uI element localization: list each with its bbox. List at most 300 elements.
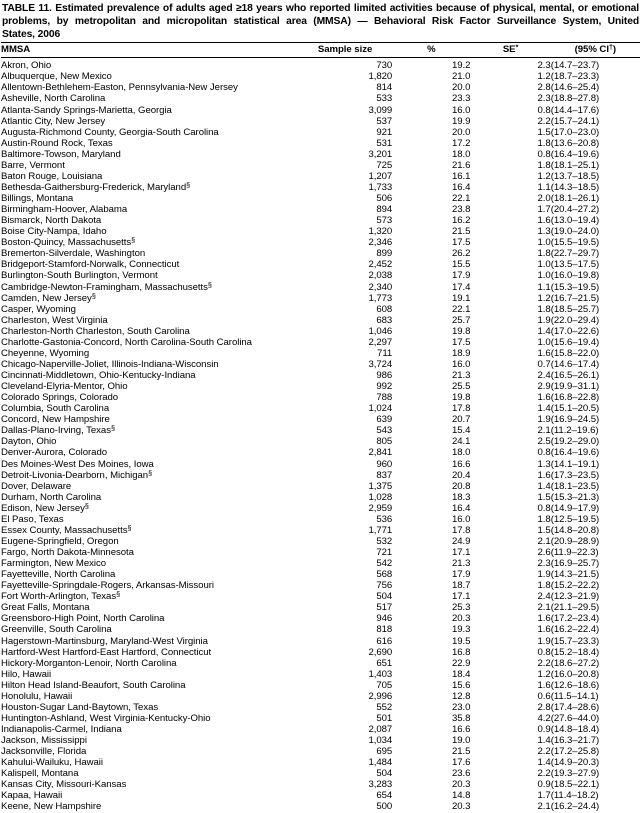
- cell-mmsa: [1, 680, 298, 691]
- cell-se: 1.9: [537, 414, 551, 426]
- table-row: [1, 403, 640, 414]
- cell-ci: (17.2–25.8): [550, 746, 600, 758]
- cell-mmsa: [1, 647, 298, 658]
- table-row: [1, 525, 640, 536]
- cell-se: 2.2: [537, 657, 551, 669]
- mmsa-label: Dover, Delaware: [1, 480, 72, 492]
- cell-sample-size: 3,724: [368, 358, 393, 370]
- table-row: [1, 71, 640, 82]
- cell-mmsa: [1, 470, 298, 481]
- ci-footnote-marker: †: [608, 42, 613, 52]
- cell-sample-size: 639: [376, 414, 393, 426]
- cell-ci: (18.5–25.7): [550, 303, 600, 315]
- cell-percent: 19.0: [451, 735, 471, 747]
- cell-se: 2.2: [537, 115, 551, 127]
- cell-ci: (17.4–28.6): [550, 701, 600, 713]
- cell-se: 2.1: [537, 425, 551, 437]
- mmsa-label: Jacksonville, Florida: [1, 746, 87, 758]
- table-row: [1, 138, 640, 149]
- mmsa-label: Akron, Ohio: [1, 60, 52, 72]
- table-row: [1, 348, 640, 359]
- cell-mmsa: [1, 459, 298, 470]
- footnote-marker: §: [148, 469, 153, 477]
- cell-se: 2.8: [537, 701, 551, 713]
- mmsa-label: Farmington, New Mexico: [1, 558, 106, 570]
- cell-ci: (14.9–20.3): [550, 757, 600, 769]
- cell-percent: 19.9: [451, 115, 471, 127]
- mmsa-label: Hilo, Hawaii: [1, 668, 52, 680]
- table-row: [1, 193, 640, 204]
- cell-ci: (18.6–27.2): [550, 657, 600, 669]
- cell-percent: 21.0: [451, 71, 471, 83]
- table-row: [1, 226, 640, 237]
- cell-se: 2.1: [537, 801, 551, 813]
- cell-mmsa: [1, 204, 298, 215]
- cell-percent: 17.9: [451, 569, 471, 581]
- cell-sample-size: 2,340: [368, 281, 393, 293]
- mmsa-label: Houston-Sugar Land-Baytown, Texas: [1, 701, 159, 713]
- mmsa-label: Bismarck, North Dakota: [1, 215, 102, 227]
- cell-se: 1.1: [537, 181, 551, 193]
- cell-mmsa: [1, 801, 298, 812]
- cell-ci: (11.2–19.6): [550, 425, 599, 437]
- table-row: [1, 105, 640, 116]
- cell-sample-size: 651: [376, 657, 393, 669]
- table-row: [1, 315, 640, 326]
- cell-percent: 18.4: [451, 668, 471, 680]
- footnote-marker: §: [84, 502, 89, 511]
- cell-sample-size: 1,320: [368, 226, 393, 238]
- cell-mmsa: [1, 193, 298, 204]
- mmsa-label: Boston-Quincy, Massachusetts: [1, 237, 132, 249]
- mmsa-label: Boise City-Nampa, Idaho: [1, 226, 107, 238]
- cell-se: 0.8: [537, 148, 551, 160]
- table-row: [1, 735, 640, 746]
- cell-mmsa: [1, 116, 298, 127]
- cell-ci: (16.8–22.8): [550, 392, 600, 404]
- cell-ci: (18.5–22.1): [550, 779, 600, 791]
- cell-se: 1.8: [537, 159, 551, 171]
- footnote-marker: §: [127, 524, 132, 533]
- cell-percent: 17.8: [451, 403, 471, 415]
- cell-ci: (11.5–14.1): [550, 690, 599, 702]
- cell-percent: 18.0: [451, 447, 471, 459]
- cell-se: 1.7: [537, 204, 551, 216]
- cell-mmsa: [1, 602, 298, 613]
- cell-percent: 16.6: [451, 458, 471, 470]
- cell-mmsa: [1, 326, 298, 337]
- cell-se: 2.0: [537, 193, 551, 205]
- cell-se: 1.7: [537, 790, 551, 802]
- cell-percent: 18.0: [451, 148, 471, 160]
- table-row: [1, 237, 640, 248]
- cell-sample-size: 894: [376, 204, 393, 216]
- table-row: [1, 481, 640, 492]
- table-row: [1, 547, 640, 558]
- table-row: [1, 801, 640, 812]
- mmsa-label: Denver-Aurora, Colorado: [1, 447, 108, 459]
- cell-ci: (27.6–44.0): [550, 712, 600, 724]
- cell-sample-size: 992: [376, 381, 393, 393]
- cell-percent: 23.0: [451, 701, 471, 713]
- mmsa-label: Kansas City, Missouri-Kansas: [1, 779, 127, 791]
- cell-mmsa: [1, 182, 298, 193]
- mmsa-label: Cincinnati-Middletown, Ohio-Kentucky-Indiana: [1, 370, 196, 382]
- cell-ci: (12.6–18.6): [550, 679, 600, 691]
- cell-ci: (20.4–27.2): [550, 204, 600, 216]
- cell-mmsa: [1, 790, 298, 801]
- cell-se: 0.8: [537, 646, 551, 658]
- cell-ci: (19.9–31.1): [550, 381, 600, 393]
- table-title-line-1: TABLE 11. Estimated prevalence of adults aged ≥18 years who reported limited activities because of physical, mental, or emotional: [2, 3, 639, 14]
- cell-ci: (12.3–21.9): [550, 591, 600, 603]
- cell-se: 1.4: [537, 735, 551, 747]
- cell-percent: 20.3: [451, 613, 471, 625]
- cell-sample-size: 537: [376, 115, 393, 127]
- cell-ci: (15.2–18.4): [550, 646, 600, 658]
- cell-ci: (15.3–19.5): [550, 281, 600, 293]
- mmsa-label: Bremerton-Silverdale, Washington: [1, 248, 146, 260]
- cell-se: 1.8: [537, 580, 551, 592]
- cell-se: 4.2: [537, 712, 551, 724]
- cell-percent: 24.9: [451, 535, 471, 547]
- cell-percent: 20.7: [451, 414, 471, 426]
- cell-se: 1.4: [537, 325, 551, 337]
- cell-sample-size: 2,346: [368, 237, 393, 249]
- cell-ci: (17.0–23.0): [550, 126, 600, 138]
- table-row: [1, 82, 640, 93]
- cell-mmsa: [1, 215, 298, 226]
- cell-ci: (15.3–21.3): [550, 491, 600, 503]
- cell-ci: (18.1–23.5): [550, 480, 600, 492]
- cell-sample-size: 695: [376, 746, 393, 758]
- table-row: [1, 381, 640, 392]
- cell-percent: 21.3: [451, 558, 471, 570]
- cell-sample-size: 721: [376, 547, 393, 559]
- table-row: [1, 580, 640, 591]
- cell-mmsa: [1, 702, 298, 713]
- mmsa-label: Billings, Montana: [1, 193, 74, 205]
- cell-se: 1.5: [537, 126, 551, 138]
- cell-percent: 19.1: [451, 292, 471, 304]
- mmsa-label: Concord, New Hampshire: [1, 414, 110, 426]
- cell-ci: (14.3–21.5): [550, 569, 600, 581]
- mmsa-label: Asheville, North Carolina: [1, 93, 106, 105]
- cell-ci: (14.6–17.4): [550, 358, 600, 370]
- cell-mmsa: [1, 658, 298, 669]
- cell-mmsa: [1, 248, 298, 259]
- cell-sample-size: 725: [376, 159, 393, 171]
- cell-mmsa: [1, 293, 298, 304]
- cell-ci: (13.6–20.8): [550, 137, 600, 149]
- cell-percent: 20.8: [451, 480, 471, 492]
- cell-mmsa: [1, 348, 298, 359]
- prevalence-table: [1, 43, 640, 57]
- footnote-marker: §: [131, 237, 136, 245]
- cell-percent: 19.3: [451, 624, 471, 636]
- column-header-se: [470, 43, 550, 57]
- cell-se: 1.4: [537, 403, 551, 415]
- cell-sample-size: 2,959: [368, 502, 393, 514]
- table-row: [1, 337, 640, 348]
- cell-mmsa: [1, 370, 298, 381]
- mmsa-label: Indianapolis-Carmel, Indiana: [1, 724, 122, 736]
- cell-mmsa: [1, 503, 298, 514]
- footnote-marker: §: [110, 425, 115, 433]
- cell-sample-size: 2,690: [368, 646, 393, 658]
- cell-se: 2.1: [537, 602, 551, 614]
- mmsa-label: Keene, New Hampshire: [1, 801, 102, 813]
- mmsa-label: Casper, Wyoming: [1, 303, 76, 315]
- cell-ci: (15.1–20.5): [550, 403, 600, 415]
- cell-sample-size: 552: [376, 701, 393, 713]
- table-row: [1, 215, 640, 226]
- mmsa-label: Fargo, North Dakota-Minnesota: [1, 547, 134, 559]
- mmsa-label: Hickory-Morganton-Lenoir, North Carolina: [1, 657, 177, 669]
- table-row: [1, 282, 640, 293]
- cell-se: 1.6: [537, 624, 551, 636]
- cell-se: 0.6: [537, 690, 551, 702]
- cell-se: 1.3: [537, 458, 551, 470]
- cell-percent: 25.5: [451, 381, 471, 393]
- cell-ci: (18.1–25.1): [550, 159, 600, 171]
- cell-ci: (16.0–20.8): [550, 668, 600, 680]
- cell-mmsa: [1, 636, 298, 647]
- cell-mmsa: [1, 624, 298, 635]
- cell-sample-size: 814: [376, 82, 393, 94]
- table-header: [1, 43, 640, 57]
- mmsa-label: Jackson, Mississippi: [1, 735, 87, 747]
- cell-se: 1.2: [537, 170, 551, 182]
- cell-mmsa: [1, 481, 298, 492]
- cell-percent: 17.1: [451, 591, 471, 603]
- cell-se: 1.0: [537, 237, 551, 249]
- cell-percent: 16.4: [451, 181, 471, 193]
- cell-se: 1.0: [537, 336, 551, 348]
- cell-se: 2.5: [537, 436, 551, 448]
- column-header-mmsa: MMSA: [1, 44, 31, 56]
- cell-sample-size: 504: [376, 591, 393, 603]
- mmsa-label: Edison, New Jersey: [1, 502, 85, 514]
- cell-ci: (18.8–27.8): [550, 93, 600, 105]
- cell-ci: (16.7–21.5): [550, 292, 600, 304]
- cell-se: 2.4: [537, 591, 551, 603]
- cell-ci: (13.7–18.5): [550, 170, 600, 182]
- cell-percent: 16.0: [451, 513, 471, 525]
- table-row: [1, 669, 640, 680]
- table-row: [1, 293, 640, 304]
- mmsa-label: Hartford-West Hartford-East Hartford, Connecticut: [1, 646, 212, 658]
- cell-percent: 16.8: [451, 646, 471, 658]
- mmsa-label: Burlington-South Burlington, Vermont: [1, 270, 158, 282]
- cell-sample-size: 3,201: [368, 148, 393, 160]
- cell-mmsa: [1, 359, 298, 370]
- column-header-ci-close: ): [612, 44, 617, 56]
- cell-sample-size: 711: [377, 347, 393, 359]
- table-row: [1, 447, 640, 458]
- cell-percent: 18.9: [451, 347, 471, 359]
- cell-percent: 20.3: [451, 801, 471, 813]
- cell-percent: 18.3: [451, 491, 471, 503]
- table-header-row: [1, 43, 640, 57]
- cell-mmsa: [1, 425, 298, 436]
- table-row: [1, 359, 640, 370]
- mmsa-label: Charlotte-Gastonia-Concord, North Carolina-South Carolina: [1, 336, 252, 348]
- cell-se: 2.9: [537, 381, 551, 393]
- cell-se: 0.9: [537, 724, 551, 736]
- mmsa-label: Cleveland-Elyria-Mentor, Ohio: [1, 381, 128, 393]
- cell-mmsa: [1, 492, 298, 503]
- table-row: [1, 602, 640, 613]
- cell-sample-size: 837: [376, 469, 393, 481]
- cell-percent: 16.2: [451, 215, 471, 227]
- cell-mmsa: [1, 149, 298, 160]
- cell-ci: (16.9–24.5): [550, 414, 600, 426]
- table-row: [1, 58, 640, 71]
- table-page: [0, 2, 641, 813]
- footnote-marker: §: [116, 591, 121, 599]
- column-header-ci: [551, 43, 640, 57]
- cell-mmsa: [1, 669, 298, 680]
- table-row: [1, 259, 640, 270]
- cell-se: 1.8: [537, 248, 551, 260]
- table-row: [1, 536, 640, 547]
- cell-sample-size: 504: [376, 768, 393, 780]
- cell-se: 1.9: [537, 569, 551, 581]
- footnote-marker: §: [186, 181, 191, 190]
- cell-ci: (19.2–29.0): [550, 436, 600, 448]
- mmsa-label: Bethesda-Gaithersburg-Frederick, Maryland: [1, 181, 187, 193]
- cell-percent: 18.7: [451, 580, 471, 592]
- mmsa-label: Columbia, South Carolina: [1, 403, 110, 415]
- cell-percent: 17.2: [451, 137, 471, 149]
- mmsa-label: Fort Worth-Arlington, Texas: [1, 591, 117, 603]
- cell-ci: (17.0–22.6): [550, 325, 600, 337]
- cell-mmsa: [1, 337, 298, 348]
- cell-mmsa: [1, 82, 298, 93]
- cell-se: 1.6: [537, 215, 551, 227]
- table-row: [1, 436, 640, 447]
- cell-percent: 19.5: [451, 635, 471, 647]
- cell-mmsa: [1, 403, 298, 414]
- mmsa-label: Des Moines-West Des Moines, Iowa: [1, 458, 154, 470]
- mmsa-label: Dayton, Ohio: [1, 436, 57, 448]
- mmsa-label: Baltimore-Towson, Maryland: [1, 148, 121, 160]
- cell-mmsa: [1, 447, 298, 458]
- cell-ci: (15.2–22.2): [550, 580, 600, 592]
- cell-mmsa: [1, 282, 298, 293]
- table-row: [1, 790, 640, 801]
- cell-mmsa: [1, 558, 298, 569]
- cell-percent: 17.5: [451, 336, 471, 348]
- cell-percent: 12.8: [451, 690, 471, 702]
- table-row: [1, 636, 640, 647]
- mmsa-label: Allentown-Bethlehem-Easton, Pennsylvania-New Jersey: [1, 82, 238, 94]
- cell-mmsa: [1, 127, 298, 138]
- cell-se: 2.6: [537, 547, 551, 559]
- mmsa-label: Fayetteville-Springdale-Rogers, Arkansas-Missouri: [1, 580, 214, 592]
- cell-percent: 15.4: [451, 425, 471, 437]
- cell-sample-size: 501: [376, 712, 393, 724]
- cell-ci: (16.3–21.7): [550, 735, 600, 747]
- cell-percent: 16.1: [451, 170, 471, 182]
- cell-mmsa: [1, 514, 298, 525]
- table-row: [1, 658, 640, 669]
- mmsa-label: Camden, New Jersey: [1, 292, 92, 304]
- table-title-line-2: problems, by metropolitan and micropolitan statistical area (MMSA) — Behavioral Risk Factor Surveillance System, United: [2, 16, 639, 28]
- cell-sample-size: 1,771: [368, 524, 393, 536]
- table-row: [1, 746, 640, 757]
- mmsa-label: Atlanta-Sandy Springs-Marietta, Georgia: [1, 104, 172, 116]
- cell-ci: (14.1–19.1): [550, 458, 600, 470]
- cell-sample-size: 543: [376, 425, 393, 437]
- mmsa-label: Charleston, West Virginia: [1, 314, 108, 326]
- cell-ci: (15.8–22.0): [550, 347, 600, 359]
- cell-se: 2.1: [537, 535, 551, 547]
- cell-ci: (15.7–24.1): [550, 115, 600, 127]
- cell-sample-size: 818: [376, 624, 393, 636]
- table-body: [1, 58, 640, 812]
- cell-se: 1.2: [537, 71, 551, 83]
- cell-percent: 21.5: [451, 746, 471, 758]
- cell-ci: (14.8–20.8): [550, 524, 600, 536]
- cell-ci: (16.4–19.6): [550, 447, 600, 459]
- prevalence-table-body: [1, 58, 640, 812]
- cell-ci: (20.9–28.9): [550, 535, 600, 547]
- table-row: [1, 127, 640, 138]
- column-header-ci-label: (95% CI: [574, 44, 609, 56]
- cell-ci: (16.5–26.1): [550, 370, 600, 382]
- cell-mmsa: [1, 392, 298, 403]
- cell-sample-size: 1,403: [368, 668, 393, 680]
- mmsa-label: Cambridge-Newton-Framingham, Massachusetts: [1, 281, 208, 293]
- cell-percent: 25.3: [451, 602, 471, 614]
- cell-ci: (21.1–29.5): [550, 602, 600, 614]
- cell-sample-size: 573: [376, 215, 393, 227]
- cell-sample-size: 2,297: [368, 336, 393, 348]
- cell-sample-size: 899: [376, 248, 393, 260]
- cell-percent: 16.0: [451, 104, 471, 116]
- cell-sample-size: 683: [376, 314, 393, 326]
- cell-sample-size: 730: [376, 60, 393, 72]
- mmsa-label: Great Falls, Montana: [1, 602, 90, 614]
- mmsa-label: Colorado Springs, Colorado: [1, 392, 119, 404]
- cell-mmsa: [1, 270, 298, 281]
- cell-percent: 23.3: [451, 93, 471, 105]
- cell-mmsa: [1, 71, 298, 82]
- cell-mmsa: [1, 691, 298, 702]
- table-row: [1, 392, 640, 403]
- cell-sample-size: 654: [376, 790, 393, 802]
- cell-mmsa: [1, 171, 298, 182]
- cell-percent: 20.4: [451, 469, 471, 481]
- table-row: [1, 757, 640, 768]
- cell-sample-size: 506: [376, 193, 393, 205]
- table-row: [1, 613, 640, 624]
- cell-percent: 22.1: [451, 303, 471, 315]
- cell-sample-size: 608: [376, 303, 393, 315]
- cell-ci: (15.7–23.3): [550, 635, 600, 647]
- cell-sample-size: 946: [376, 613, 393, 625]
- mmsa-label: Kalispell, Montana: [1, 768, 79, 780]
- cell-ci: (18.1–26.1): [550, 193, 600, 205]
- cell-sample-size: 1,484: [368, 757, 393, 769]
- table-row: [1, 591, 640, 602]
- cell-percent: 16.6: [451, 724, 471, 736]
- cell-ci: (22.0–29.4): [550, 314, 600, 326]
- column-header-sample-size: Sample size: [317, 44, 373, 56]
- mmsa-label: Dallas-Plano-Irving, Texas: [1, 425, 111, 437]
